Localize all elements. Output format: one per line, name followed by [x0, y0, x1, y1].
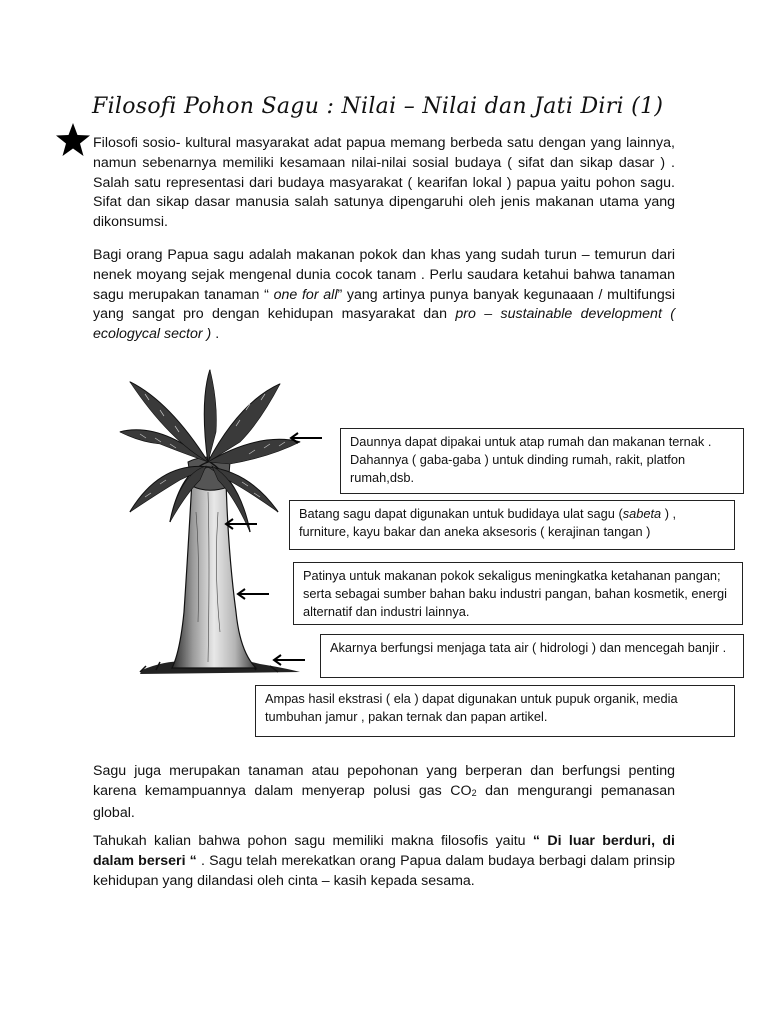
sagu-paragraph [93, 246, 675, 345]
star-icon [55, 122, 91, 158]
sagu-paragraph-text-1: Bagi orang Papua sagu adalah makanan pokok dan khas yang sudah turun – temurun dari nenek moyang sejak mengenal dunia cocok tanam . Perlu saudara ketahui bahwa tanaman sagu merupakan tanaman “ [93, 247, 675, 303]
residue-callout: Ampas hasil ekstrasi ( ela ) dapat digunakan untuk pupuk organik, media tumbuhan jamur , pakan ternak dan papan artikel. [255, 685, 735, 737]
starch-callout: Patinya untuk makanan pokok sekaligus meningkatka ketahanan pangan; serta sebagai sumber bahan baku industri pangan, bahan kosmetik, energi alternatif dan industri lainnya. [293, 562, 743, 625]
philosophy-paragraph [93, 832, 675, 891]
sagu-paragraph-italic-2: pro – sustainable development ( ecologycal sector ) [93, 306, 675, 343]
trunk-callout [289, 500, 735, 550]
arrow-left-icon [289, 432, 323, 444]
sagu-paragraph-text-2: ” yang artinya punya banyak kegunaaan / multifungsi yang sangat pro dengan kehidupan masyarakat dan [93, 286, 675, 323]
environment-paragraph-text-1: Sagu juga merupakan tanaman atau pepohonan yang berperan dan berfungsi penting karena kemampuannya dalam menyerap polusi gas CO [93, 763, 675, 799]
intro-paragraph: Filosofi sosio- kultural masyarakat adat papua memang berbeda satu dengan yang lainnya, namun sebenarnya memiliki kesamaan nilai-nilai sosial budaya ( sifat dan sikap dasar ) . Salah satu representasi dari budaya masyarakat ( kearifan lokal ) papua yaitu pohon sagu. Sifat dan sikap dasar manusia salah satunya dipengaruhi oleh jenis makanan utama yang dikonsumsi. [93, 135, 675, 231]
page-title: Filosofi Pohon Sagu : Nilai – Nilai dan Jati Diri (1) [92, 94, 664, 119]
environment-paragraph [93, 762, 675, 823]
root-callout: Akarnya berfungsi menjaga tata air ( hidrologi ) dan mencegah banjir . [320, 634, 744, 678]
philosophy-paragraph-text-1: Tahukah kalian bahwa pohon sagu memiliki makna filosofis yaitu [93, 833, 533, 849]
trunk-callout-italic: sabeta [622, 506, 662, 521]
sagu-paragraph-text-3: . [211, 326, 220, 343]
trunk-callout-text-2: ) , furniture, kayu bakar dan aneka aksesoris ( kerajinan tangan ) [299, 506, 677, 539]
trunk-callout-text-1: Batang sagu dapat digunakan untuk budidaya ulat sagu ( [299, 506, 623, 521]
philosophy-paragraph-bold: “ Di luar berduri, di dalam berseri “ [93, 833, 675, 869]
sagu-paragraph-italic-1: one for all [273, 286, 338, 303]
arrow-left-icon [272, 654, 306, 666]
environment-paragraph-subscript: 2 [471, 787, 477, 798]
leaf-callout: Daunnya dapat dipakai untuk atap rumah dan makanan ternak . Dahannya ( gaba-gaba ) untuk dinding rumah, rakit, platfon rumah,dsb. [340, 428, 744, 494]
philosophy-paragraph-text-2: . Sagu telah merekatkan orang Papua dalam budaya berbagi dalam prinsip kehidupan yang dilandasi oleh cinta – kasih kepada sesama. [93, 852, 675, 889]
environment-paragraph-text-2: dan mengurangi pemanasan global. [93, 782, 676, 821]
arrow-left-icon [236, 588, 270, 600]
sago-tree-illustration [100, 362, 320, 680]
arrow-left-icon [224, 518, 258, 530]
